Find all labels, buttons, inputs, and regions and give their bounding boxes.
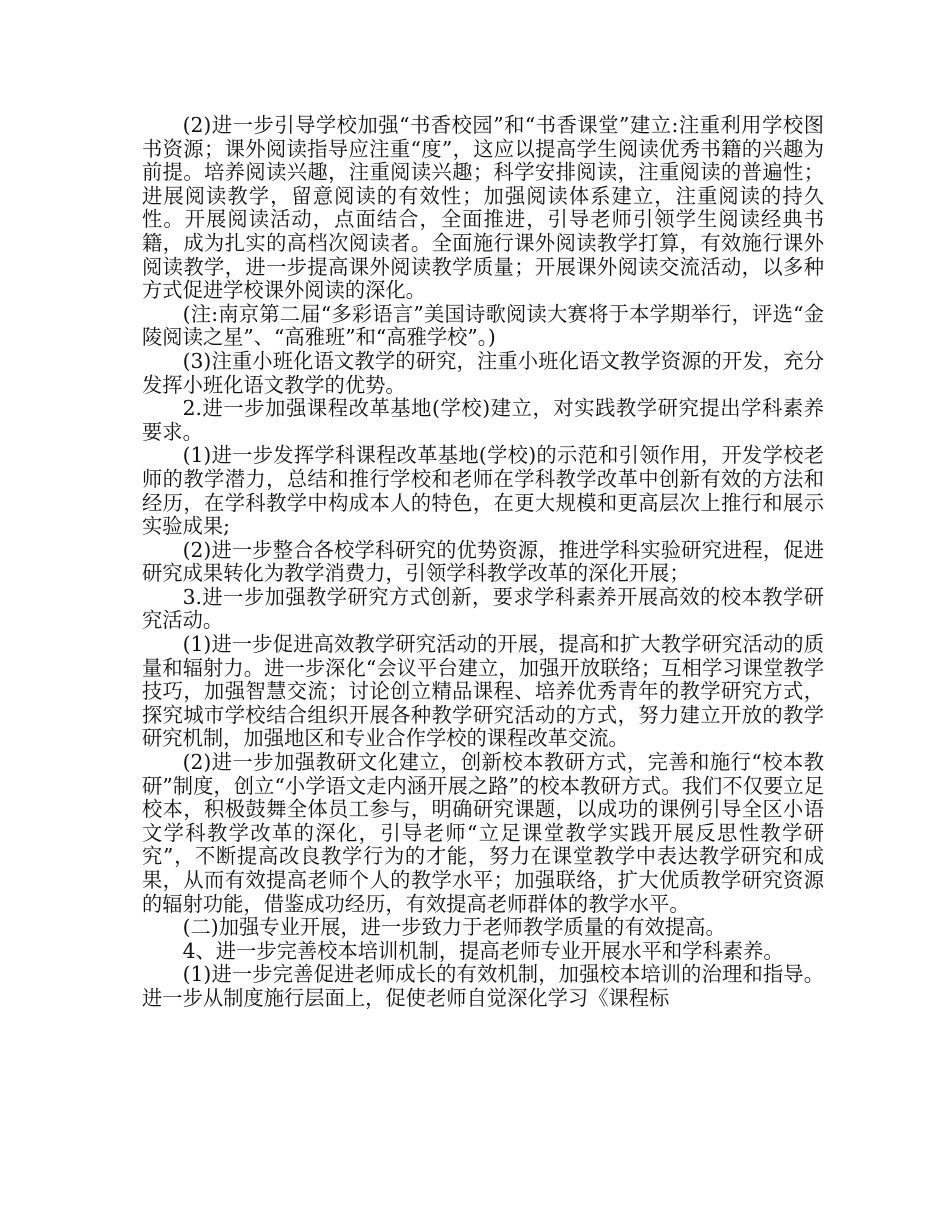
- paragraph-teacher-growth: (1)进一步完善促进老师成长的有效机制，加强校本培训的治理和指导。进一步从制度施行层面上，促使老师自觉深化学习《课程标: [142, 962, 824, 1010]
- paragraph-efficient-research: (1)进一步促进高效教学研究活动的开展，提高和扩大教学研究活动的质量和辐射力。进一步深化“会议平台建立，加强开放联络；互相学习课堂教学技巧，加强智慧交流；讨论创立精品课程、培养优秀青年的教学研究方式，探究城市学校结合组织开展各种教学研究活动的方式，努力建立开放的教学研究机制，加强地区和专业合作学校的课程改革交流。: [142, 632, 824, 751]
- paragraph-training-mechanism: 4、进一步完善校本培训机制，提高老师专业开展水平和学科素养。: [182, 938, 784, 963]
- paragraph-research-innovation-heading: 3.进一步加强教学研究方式创新，要求学科素养开展高效的校本教学研究活动。: [142, 584, 824, 633]
- paragraph-reform-base-demo: (1)进一步发挥学科课程改革基地(学校)的示范和引领作用，开发学校老师的教学潜力，总结和推行学校和老师在学科教学改革中创新有效的方法和经历，在学科教学中构成本人的特色，在更大规模和更高层次上推行和展示实验成果;: [142, 443, 824, 539]
- paragraph-research-culture: (2)进一步加强教研文化建立，创新校本教研方式，完善和施行“校本教研”制度，创立“小学语文走内涵开展之路”的校本教研方式。我们不仅要立足校本，积极鼓舞全体员工参与，明确研究课题，以成功的课例引导全区小语文学科教学改革的深化，引导老师“立足课堂教学实践开展反思性教学研究”，不断提高改良教学行为的才能，努力在课堂教学中表达教学研究和成果，从而有效提高老师个人的教学水平；加强联络，扩大优质教学研究资源的辐射功能，借鉴成功经历，有效提高老师群体的教学水平。: [142, 750, 824, 916]
- paragraph-professional-development-heading: (二)加强专业开展，进一步致力于老师教学质量的有效提高。: [182, 915, 726, 940]
- paragraph-small-class: (3)注重小班化语文教学的研究，注重小班化语文教学资源的开发，充分发挥小班化语文教学的优势。: [142, 348, 824, 397]
- paragraph-poetry-contest-note: (注:南京第二届“多彩语言”美国诗歌阅读大赛将于本学期举行，评选“金陵阅读之星”、“高雅班”和“高雅学校”。): [142, 301, 824, 350]
- paragraph-reading-campus: (2)进一步引导学校加强“书香校园”和“书香课堂”建立:注重利用学校图书资源；课外阅读指导应注重“度”，这应以提高学生阅读优秀书籍的兴趣为前提。培养阅读兴趣，注重阅读兴趣；科学安排阅读，注重阅读的普遍性；进展阅读教学，留意阅读的有效性；加强阅读体系建立，注重阅读的持久性。开展阅读活动，点面结合，全面推进，引导老师引领学生阅读经典书籍，成为扎实的高档次阅读者。全面施行课外阅读教学打算，有效施行课外阅读教学，进一步提高课外阅读教学质量；开展课外阅读交流活动，以多种方式促进学校课外阅读的深化。: [142, 113, 824, 303]
- paragraph-integrate-resources: (2)进一步整合各校学科研究的优势资源，推进学科实验研究进程，促进研究成果转化为教学消费力，引领学科教学改革的深化开展；: [142, 537, 824, 586]
- document-page: [142, 114, 824, 1011]
- paragraph-reform-base-heading: 2.进一步加强课程改革基地(学校)建立，对实践教学研究提出学科素养要求。: [142, 396, 824, 444]
